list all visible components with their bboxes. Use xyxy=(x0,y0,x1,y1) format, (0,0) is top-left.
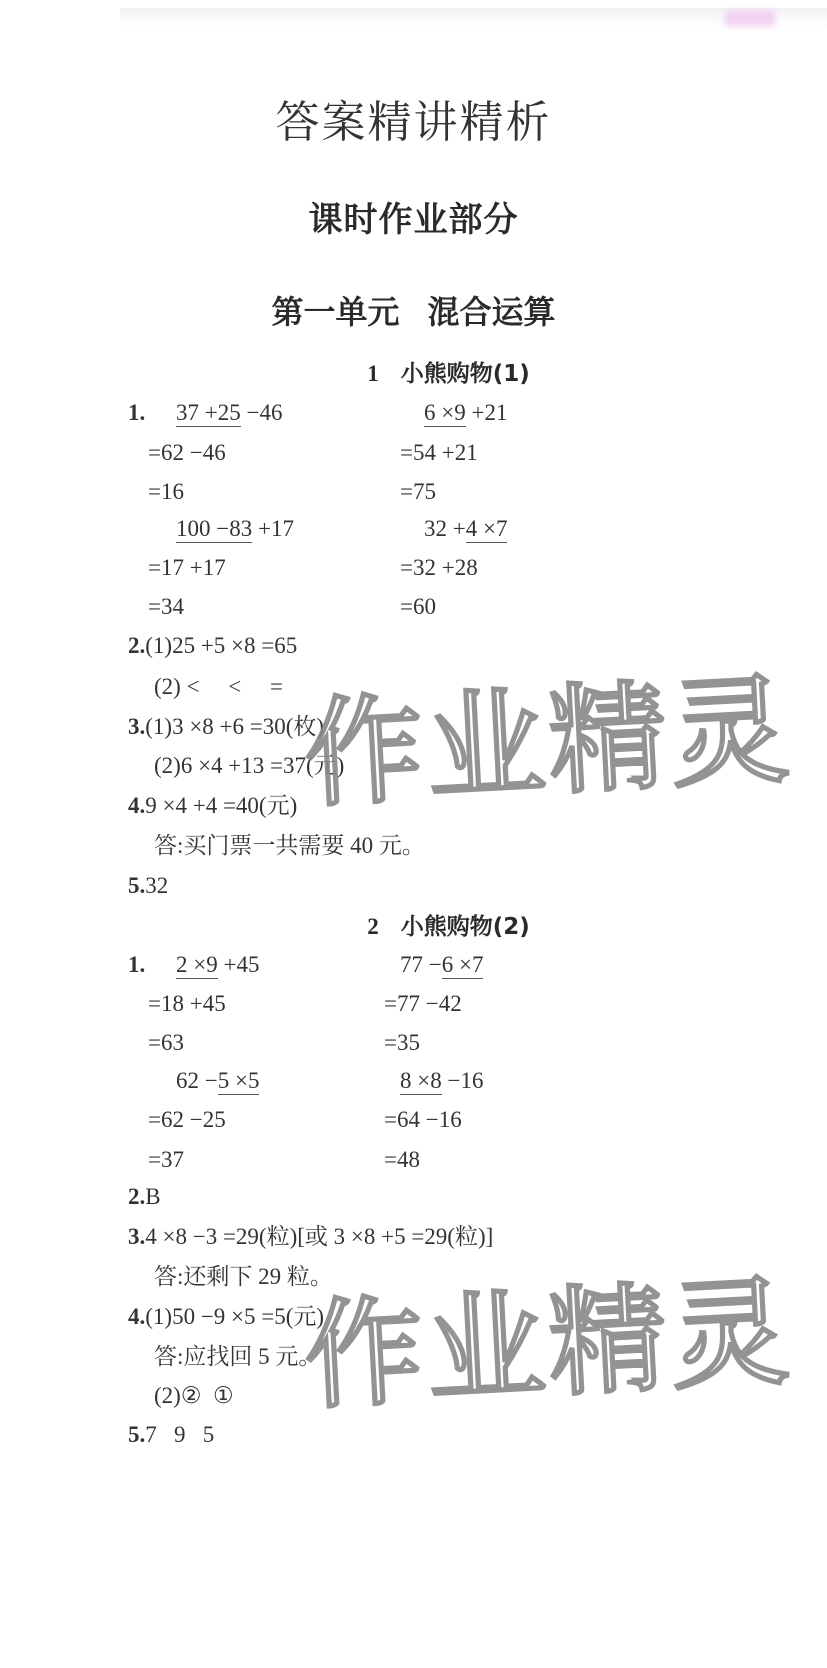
watermark: 作业精灵 xyxy=(301,660,796,824)
step: =75 xyxy=(400,479,436,504)
step: =62 −25 xyxy=(148,1107,226,1132)
question-4-part-2: (2)② ① xyxy=(154,1383,234,1408)
unit-name: 第一单元 xyxy=(271,293,400,331)
question-4: 4.9 ×4 +4 =40(元) xyxy=(128,793,298,818)
expression: 100 −83 +17 xyxy=(176,516,294,541)
scan-top-band xyxy=(120,8,827,30)
step: =18 +45 xyxy=(148,991,226,1016)
question-5: 5.32 xyxy=(128,873,169,898)
step: =16 xyxy=(148,479,184,504)
question-4-answer: 答:买门票一共需要 40 元。 xyxy=(154,833,425,858)
scan-color-mark xyxy=(725,10,775,26)
section-subtitle: 课时作业部分 xyxy=(308,200,519,240)
step: =32 +28 xyxy=(400,555,478,580)
question-4: 4.(1)50 −9 ×5 =5(元) xyxy=(128,1304,325,1329)
step: =48 xyxy=(384,1147,420,1172)
lesson-number: 2 xyxy=(367,914,379,939)
step: =34 xyxy=(148,594,184,619)
unit-heading xyxy=(0,287,827,333)
question-label: 1. xyxy=(128,952,146,977)
expression: 2 ×9 +45 xyxy=(176,952,260,977)
question-2: 2.B xyxy=(128,1184,161,1209)
step: =37 xyxy=(148,1147,184,1172)
step: =60 xyxy=(400,594,436,619)
expression: 32 +4 ×7 xyxy=(424,516,508,541)
question-label: 1. xyxy=(128,400,146,425)
lesson-2-heading xyxy=(0,908,827,941)
step: =64 −16 xyxy=(384,1107,462,1132)
step: =63 xyxy=(148,1030,184,1055)
lesson-1-heading xyxy=(0,355,827,388)
question-3-answer: 答:还剩下 29 粒。 xyxy=(154,1264,333,1289)
step: =77 −42 xyxy=(384,991,462,1016)
lesson-title: 小熊购物(2) xyxy=(400,914,530,940)
lesson-title: 小熊购物(1) xyxy=(400,361,530,387)
step: =35 xyxy=(384,1030,420,1055)
page-title: 答案精讲精析 xyxy=(275,97,552,148)
question-4-answer: 答:应找回 5 元。 xyxy=(154,1344,322,1369)
question-3-part-2: (2)6 ×4 +13 =37(元) xyxy=(154,753,345,778)
question-2-part-2: (2) < < = xyxy=(154,674,283,699)
expression: 37 +25 −46 xyxy=(176,400,283,425)
unit-topic: 混合运算 xyxy=(427,293,556,331)
question-5: 5.7 9 5 xyxy=(128,1422,215,1447)
expression: 62 −5 ×5 xyxy=(176,1068,260,1093)
step: =62 −46 xyxy=(148,440,226,465)
watermark: 作业精灵 xyxy=(301,1262,796,1426)
expression: 8 ×8 −16 xyxy=(400,1068,484,1093)
step: =54 +21 xyxy=(400,440,478,465)
step: =17 +17 xyxy=(148,555,226,580)
expression: 77 −6 ×7 xyxy=(400,952,484,977)
expression: 6 ×9 +21 xyxy=(424,400,508,425)
lesson-number: 1 xyxy=(367,361,379,386)
question-3: 3.(1)3 ×8 +6 =30(枚) xyxy=(128,714,325,739)
question-2: 2.(1)25 +5 ×8 =65 xyxy=(128,633,298,658)
question-3: 3.4 ×8 −3 =29(粒)[或 3 ×8 +5 =29(粒)] xyxy=(128,1224,494,1249)
